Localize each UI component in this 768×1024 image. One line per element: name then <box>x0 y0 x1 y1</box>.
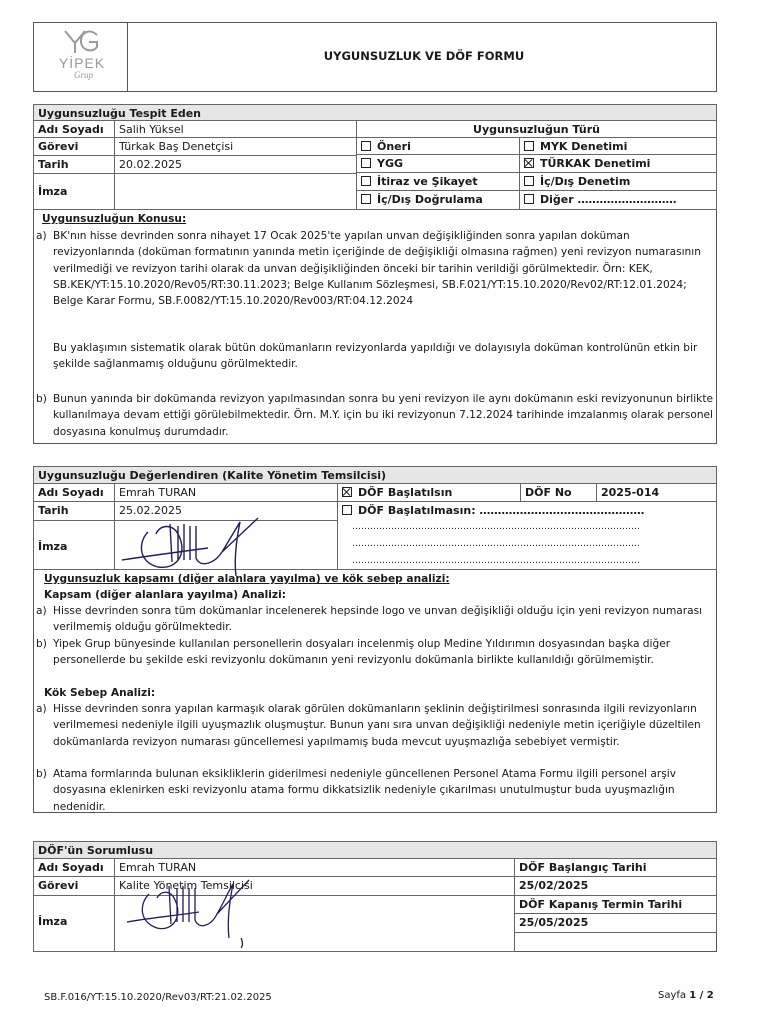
root-a-text: Hisse devrinden sonra yapılan karmaşık olarak görülen dokümanların şeklinin değiştirilmesi sonrasında ilgili revizyonların verilmemesi nedeniyle ilgili uyuşmazlık oluşmuştur. Bunun yanı sıra unvan değişikliği nedeniyle metin içeriğiyle düzeltilen dokümanlarda revizyon numarası güncellemesi yapılmamış buda mevcut uyuşmazlığa sebebiyet vermiştir. <box>53 703 701 748</box>
responsible-role-label: Görevi <box>33 876 115 896</box>
type-option-ygg[interactable]: YGG <box>356 154 520 173</box>
type-option-itiraz[interactable]: İtiraz ve Şikayet <box>356 172 520 191</box>
type-option-oneri[interactable]: Öneri <box>356 137 520 155</box>
logo-subtext: Grup <box>74 70 94 80</box>
evaluate-dots-1: …………………………………………………………………………………… <box>352 522 640 532</box>
scope-a-marker: a) <box>36 605 47 617</box>
checkbox-ic-dis-dogrulama[interactable] <box>361 194 371 204</box>
page-label: Sayfa <box>658 990 687 1001</box>
evaluate-dots-3: …………………………………………………………………………………… <box>352 556 640 566</box>
root-title: Kök Sebep Analizi: <box>44 687 156 699</box>
checkbox-dof-started[interactable] <box>342 487 352 497</box>
dof-end-value: 25/05/2025 <box>514 913 717 933</box>
type-title: Uygunsuzluğun Türü <box>356 120 717 138</box>
checkbox-oneri[interactable] <box>361 141 371 151</box>
type-option-myk[interactable]: MYK Denetimi <box>519 137 717 155</box>
evaluate-name-value: Emrah TURAN <box>114 483 338 502</box>
page-number: 1 / 2 <box>689 990 714 1001</box>
responsible-signature <box>125 876 275 952</box>
detect-section-title: Uygunsuzluğu Tespit Eden <box>33 104 717 121</box>
type-option-ic-dis-dogrulama[interactable]: İç/Dış Doğrulama <box>356 190 520 210</box>
subject-b-marker: b) <box>36 393 47 405</box>
checkbox-turkak[interactable] <box>524 158 534 168</box>
dof-start-label: DÖF Başlangıç Tarihi <box>514 858 717 877</box>
dof-not-started-option[interactable]: DÖF Başlatılmasın: ……………………………………… <box>337 501 717 570</box>
dof-no-value: 2025-014 <box>596 483 717 502</box>
responsible-sign-label: İmza <box>33 895 115 952</box>
subject-b-text: Bunun yanında bir dokümanda revizyon yapılmasından sonra bu yeni revizyon ile aynı dokümanın eski revizyonunun birlikte kullanılmaya devam ettiği görülebilmektedir. Örn. M.Y. için bu iki revizyonun 7.12.2024 tarihinde imzalanmış olarak personel dosyasına konulmuş durumdadır. <box>53 393 713 438</box>
detect-role-value: Türkak Baş Denetçisi <box>114 137 357 156</box>
scope-title: Kapsam (diğer alanlara yayılma) Analizi: <box>44 589 286 601</box>
evaluate-name-label: Adı Soyadı <box>33 483 115 502</box>
responsible-name-value: Emrah TURAN <box>114 858 515 877</box>
responsible-role-value: Kalite Yönetim Temsilcisi <box>114 876 515 896</box>
subject-title: Uygunsuzluğun Konusu: <box>42 213 187 225</box>
dof-start-value: 25/02/2025 <box>514 876 717 896</box>
analysis-title: Uygunsuzluk kapsamı (diğer alanlara yayılma) ve kök sebep analizi: <box>44 573 450 585</box>
root-b-marker: b) <box>36 768 47 780</box>
detect-name-value: Salih Yüksel <box>114 120 357 138</box>
type-option-diger[interactable]: Diğer ……………………… <box>519 190 717 210</box>
footer-doc-code: SB.F.016/YT:15.10.2020/Rev03/RT:21.02.2025 <box>44 992 272 1003</box>
dof-started-option[interactable]: DÖF Başlatılsın <box>337 483 521 502</box>
checkbox-diger[interactable] <box>524 194 534 204</box>
responsible-name-label: Adı Soyadı <box>33 858 115 877</box>
type-option-turkak[interactable]: TÜRKAK Denetimi <box>519 154 717 173</box>
logo-cell <box>33 22 128 92</box>
responsible-section-title: DÖF'ün Sorumlusu <box>33 841 717 859</box>
evaluate-sign-label: İmza <box>33 520 115 570</box>
detect-role-label: Görevi <box>33 137 115 156</box>
subject-a-text2: Bu yaklaşımın sistematik olarak bütün dokümanların revizyonlarda yapıldığı ve dolayısıyla doküman kontrolünün etkin bir şekilde sağlanmamış olduğunu görülmektedir. <box>53 342 698 371</box>
checkbox-myk[interactable] <box>524 141 534 151</box>
detect-sign-label: İmza <box>33 173 115 210</box>
detect-date-label: Tarih <box>33 155 115 174</box>
evaluate-date-label: Tarih <box>33 501 115 521</box>
checkbox-itiraz[interactable] <box>361 176 371 186</box>
detect-sign-area <box>114 173 357 210</box>
checkbox-dof-not-started[interactable] <box>342 505 352 515</box>
detect-name-label: Adı Soyadı <box>33 120 115 138</box>
subject-a-text: BK'nın hisse devrinden sonra nihayet 17 Ocak 2025'te yapılan unvan değişikliğinden sonra yapılan doküman revizyonlarında (doküman formatının yanında metin içeriğinde de değişikliği olmasına rağmen) yeni revizyon numarasının verilmediği ve revizyon tarihi olarak da unvan değişikliğinden önceki bir tarihin verildiği görülmektedir. Örn: KEK, SB.KEK/YT:15.10.2020/Rev05/RT:30.11.2023; Belge Kullanım Sözleşmesi, SB.F.021/YT:15.10.2020/Rev02/RT:12.01.2024; Belge Karar Formu, SB.F.0082/YT:15.10.2020/Rev003/RT:04.12.2024 <box>53 230 701 308</box>
scope-b-marker: b) <box>36 638 47 650</box>
footer-page <box>658 988 714 1004</box>
dof-no-label: DÖF No <box>520 483 597 502</box>
dof-end-label: DÖF Kapanış Termin Tarihi <box>514 895 717 914</box>
evaluate-dots-2: …………………………………………………………………………………… <box>352 539 640 549</box>
form-header <box>33 22 717 92</box>
root-b-text: Atama formlarında bulunan eksikliklerin giderilmesi nedeniyle güncellenen Personel Atama Formu ilgili personel arşiv dosyasına eklenirken eski revizyonlu atama formu dikkatsizlik nedeniyle çıkarılması unutulmuştur buda uyuşmazlığın nedenidir. <box>53 768 676 813</box>
type-option-ic-dis-denetim[interactable]: İç/Dış Denetim <box>519 172 717 191</box>
subject-a-marker: a) <box>36 230 47 242</box>
evaluate-section-title: Uygunsuzluğu Değerlendiren (Kalite Yönetim Temsilcisi) <box>33 466 717 484</box>
form-title: UYGUNSUZLUK VE DÖF FORMU <box>323 49 525 63</box>
scope-b-text: Yipek Grup bünyesinde kullanılan personellerin dosyaları incelenmiş olup Medine Yıldırımın dosyasından başka diğer personellerde bu şekilde eski revizyonlu dokümanın yeni revizyonlu dokümanla birlikte kullanıldığı görülmemiştir. <box>53 638 671 667</box>
checkbox-ygg[interactable] <box>361 158 371 168</box>
root-a-marker: a) <box>36 703 47 715</box>
scope-a-text: Hisse devrinden sonra tüm dokümanlar incelenerek hepsinde logo ve unvan değişikliği olduğu için yeni revizyon numarası verilmemiş olduğu görülmektedir. <box>53 605 703 634</box>
detect-date-value: 20.02.2025 <box>114 155 357 174</box>
logo-text: YİPEK <box>58 55 106 71</box>
evaluate-date-value: 25.02.2025 <box>114 501 338 521</box>
checkbox-ic-dis-denetim[interactable] <box>524 176 534 186</box>
